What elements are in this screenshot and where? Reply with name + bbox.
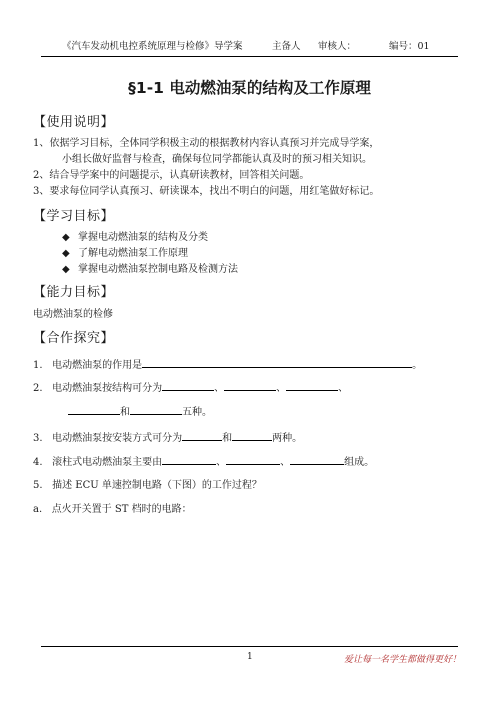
diamond-bullet-icon: ◆: [62, 232, 70, 243]
usage-item-1: 1、依据学习目标，全体同学积极主动的根据教材内容认真预习并完成导学案，: [33, 138, 380, 149]
question-4: 4. 滚柱式电动燃油泵主要由 、 、 组成。: [33, 453, 374, 468]
answer-blank[interactable]: [290, 453, 344, 465]
answer-blank[interactable]: [224, 379, 276, 391]
header-code: 编号：01: [389, 41, 430, 52]
footer-divider: [41, 646, 458, 647]
usage-heading: 【使用说明】: [33, 115, 115, 130]
answer-blank[interactable]: [232, 429, 272, 441]
objective-item: ◆ 了解电动燃油泵工作原理: [62, 248, 188, 259]
header-reviewer: 审核人：: [318, 41, 357, 52]
ability-heading: 【能力目标】: [33, 285, 115, 300]
answer-blank[interactable]: [68, 403, 120, 415]
question-1: 1. 电动燃油泵的作用是 。: [33, 356, 422, 371]
header-divider: [41, 56, 458, 57]
usage-item-1-cont: 小组长做好监督与检查，确保每位同学都能认真及时的预习相关知识。: [62, 154, 372, 165]
diamond-bullet-icon: ◆: [62, 264, 70, 275]
diamond-bullet-icon: ◆: [62, 248, 70, 259]
answer-blank[interactable]: [182, 429, 222, 441]
question-5: 5. 描述 ECU 单速控制电路（下图）的工作过程？: [33, 480, 262, 491]
objectives-heading: 【学习目标】: [33, 209, 115, 224]
ability-text: 电动燃油泵的检修: [33, 309, 113, 320]
footer-slogan: 爱让每一名学生都做得更好！: [344, 655, 462, 665]
question-3: 3. 电动燃油泵按安装方式可分为 和 两种。: [33, 429, 302, 444]
answer-blank[interactable]: [142, 356, 412, 368]
answer-blank[interactable]: [286, 379, 338, 391]
header-course-title: 《汽车发动机电控系统原理与检修》导学案: [62, 41, 243, 52]
answer-blank[interactable]: [226, 453, 280, 465]
objective-item: ◆ 掌握电动燃油泵的结构及分类: [62, 232, 208, 243]
usage-item-2: 2、结合导学案中的问题提示，认真研读教材，回答相关问题。: [33, 170, 310, 181]
document-title: §1-1 电动燃油泵的结构及工作原理: [128, 79, 371, 97]
page-number: 1: [247, 652, 253, 662]
objective-item: ◆ 掌握电动燃油泵控制电路及检测方法: [62, 264, 238, 275]
page-header: [0, 38, 499, 56]
explore-heading: 【合作探究】: [33, 331, 115, 346]
usage-item-3: 3、要求每位同学认真预习、研读课本，找出不明白的问题，用红笔做好标记。: [33, 186, 380, 197]
header-preparer: 主备人: [272, 41, 301, 52]
question-2-cont: 和 五种。: [68, 403, 212, 418]
answer-blank[interactable]: [162, 453, 216, 465]
question-5a: a. 点火开关置于 ST 档时的电路：: [33, 504, 192, 515]
answer-blank[interactable]: [130, 403, 182, 415]
answer-blank[interactable]: [162, 379, 214, 391]
question-2: 2. 电动燃油泵按结构可分为 、 、 、: [33, 379, 348, 394]
